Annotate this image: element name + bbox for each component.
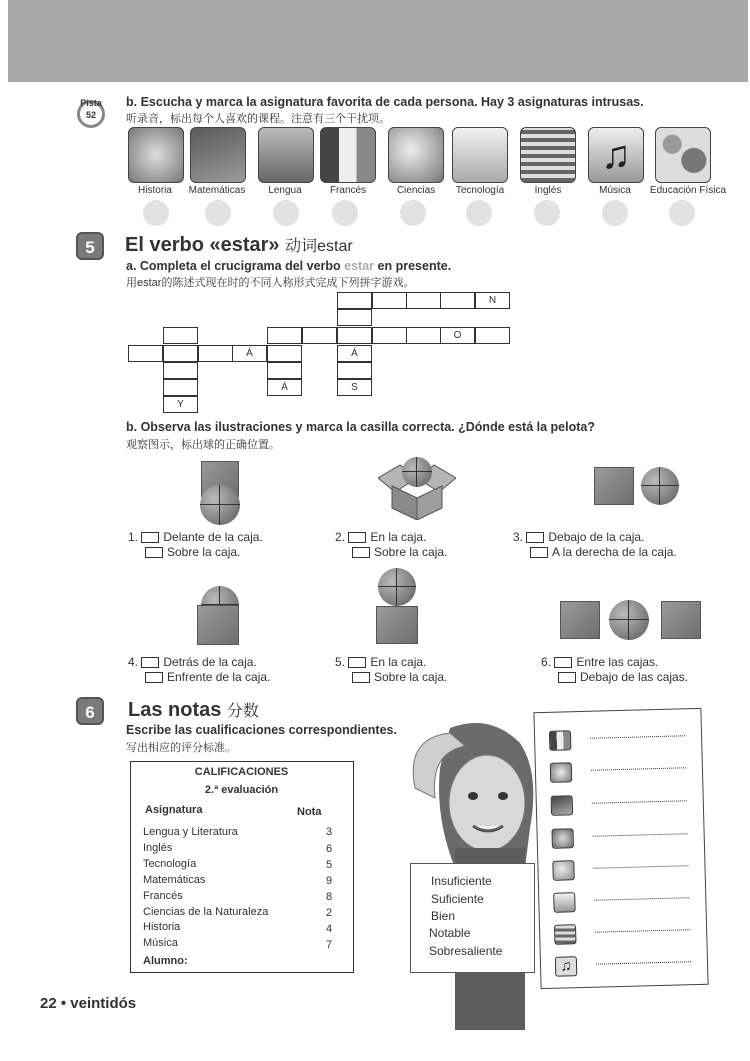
crossword-cell[interactable] [267, 327, 302, 344]
crossword-cell[interactable]: N [475, 292, 510, 309]
ball-illustration [200, 485, 240, 525]
grades-report [130, 761, 354, 973]
crossword-cell[interactable] [337, 309, 372, 326]
box-illustration [197, 605, 239, 645]
crossword-cell[interactable] [163, 362, 198, 379]
item-number: 3. [513, 530, 524, 544]
option-label: Enfrente de la caja. [167, 670, 271, 684]
table-row-grade: 6 [326, 843, 333, 855]
crossword-cell[interactable] [440, 292, 475, 309]
exercise-6-instruction-zh: 写出相应的评分标准。 [126, 742, 236, 754]
language-icon [258, 127, 314, 183]
exercise-6-instruction: Escribe las cualificaciones correspondientes. [126, 723, 397, 737]
item-number: 2. [335, 530, 346, 544]
subject-label-musica: Música [599, 185, 631, 196]
grade-scale-sign [410, 863, 535, 973]
subject-label-educacion-fisica: Educación Física [649, 185, 727, 196]
table-row-subject: Historia [143, 921, 181, 933]
crossword-cell[interactable]: Á [232, 345, 267, 362]
section-5-title [125, 233, 353, 257]
french-flag-icon [320, 127, 376, 183]
answer-circle[interactable] [466, 200, 492, 226]
option-group-2 [335, 530, 447, 560]
checkbox[interactable] [558, 672, 576, 683]
table-row-grade: 3 [326, 826, 333, 838]
answer-line[interactable] [592, 792, 687, 803]
checkbox[interactable] [141, 532, 159, 543]
crossword-cell[interactable] [337, 292, 372, 309]
grade-scale-item: Bien [431, 909, 456, 923]
grade-scale-item: Notable [429, 926, 471, 940]
exercise-4b-instruction: b. Escucha y marca la asignatura favorita de cada persona. Hay 3 asignaturas intrusas. [126, 95, 644, 109]
answer-circle[interactable] [273, 200, 299, 226]
ball-illustration [641, 467, 679, 505]
english-flag-icon [520, 127, 576, 183]
ball-illustration [402, 457, 432, 487]
answer-line[interactable] [595, 921, 690, 932]
box-illustration [560, 601, 600, 639]
answer-circle[interactable] [143, 200, 169, 226]
subject-label-tecnologia: Tecnología [455, 185, 505, 196]
checkbox[interactable] [526, 532, 544, 543]
checkbox[interactable] [352, 672, 370, 683]
option-group-1 [128, 530, 263, 560]
table-row-grade: 8 [326, 891, 333, 903]
flag-icon [549, 730, 572, 751]
music-icon: ♫ [555, 956, 578, 977]
crossword-cell[interactable] [163, 379, 198, 396]
audio-track-badge[interactable] [73, 96, 109, 132]
crossword-cell[interactable] [198, 345, 233, 362]
option-label: En la caja. [370, 530, 427, 544]
box-illustration [376, 606, 418, 644]
option-group-4 [128, 655, 270, 685]
item-number: 1. [128, 530, 139, 544]
section-5-title-es: El verbo «estar» [125, 234, 280, 256]
crossword-cell[interactable] [372, 327, 407, 344]
table-row-subject: Música [143, 937, 178, 949]
crossword-cell[interactable] [337, 362, 372, 379]
crossword-cell[interactable]: O [440, 327, 475, 344]
crossword-cell[interactable]: Á [267, 379, 302, 396]
answer-line[interactable] [592, 825, 687, 836]
crossword-cell[interactable] [128, 345, 163, 362]
answer-line[interactable] [593, 857, 688, 868]
table-row-subject: Inglés [143, 842, 173, 854]
checkbox[interactable] [145, 672, 163, 683]
answer-line[interactable] [591, 759, 686, 770]
subject-label-historia: Historia [138, 185, 172, 196]
checkbox[interactable] [348, 657, 366, 668]
checkbox[interactable] [145, 547, 163, 558]
table-row-subject: Tecnología [143, 858, 197, 870]
exercise-4b-instruction-zh: 听录音，标出每个人喜欢的课程。注意有三个干扰项。 [126, 113, 390, 125]
crossword-cell[interactable]: Y [163, 396, 198, 413]
section-number-5: 5 [76, 232, 104, 260]
report-title: CALIFICACIONES [194, 766, 289, 778]
option-label: Sobre la caja. [374, 670, 448, 684]
item-number: 6. [541, 655, 552, 669]
crossword-cell[interactable] [163, 327, 198, 344]
grade-scale-item: Insuficiente [431, 874, 492, 888]
box-illustration [594, 467, 634, 505]
option-label: Sobre la caja. [374, 545, 448, 559]
checkbox[interactable] [348, 532, 366, 543]
crossword-cell[interactable] [267, 362, 302, 379]
exercise-5b-instruction: b. Observa las ilustraciones y marca la casilla correcta. ¿Dónde está la pelota? [126, 420, 595, 434]
crossword-cell[interactable] [267, 345, 302, 362]
student-label: Alumno: [143, 955, 188, 967]
option-label: Entre las cajas. [576, 655, 659, 669]
table-row-grade: 9 [326, 875, 333, 887]
answer-circle[interactable] [332, 200, 358, 226]
technology-icon [452, 127, 508, 183]
exercise-5a-instruction-zh: 用estar的陈述式现在时的不同人称形式完成下列拼字游戏。 [126, 277, 415, 289]
subject-label-lengua: Lengua [268, 185, 302, 196]
table-row-grade: 7 [326, 939, 333, 951]
item-number: 4. [128, 655, 139, 669]
item-number: 5. [335, 655, 346, 669]
option-label: A la derecha de la caja. [552, 545, 677, 559]
math-icon [190, 127, 246, 183]
checkbox[interactable] [554, 657, 572, 668]
crossword-cell[interactable]: S [337, 379, 372, 396]
exercise-5a-suffix: en presente. [377, 259, 452, 273]
table-row-subject: Ciencias de la Naturaleza [143, 906, 269, 918]
option-label: Delante de la caja. [163, 530, 263, 544]
column-header-grade: Nota [297, 806, 322, 818]
answer-circle[interactable] [669, 200, 695, 226]
checkbox[interactable] [530, 547, 548, 558]
history-icon [551, 828, 574, 849]
table-row-grade: 5 [326, 859, 333, 871]
answer-circle[interactable] [534, 200, 560, 226]
header-band [8, 0, 748, 82]
grade-scale-item: Suficiente [431, 892, 484, 906]
page-footer: 22 • veintidós [40, 995, 137, 1012]
exercise-5a-instruction [126, 259, 451, 273]
section-number-6: 6 [76, 697, 104, 725]
crossword-cell[interactable] [372, 292, 407, 309]
audio-number: 52 [85, 110, 96, 120]
table-row-subject: Matemáticas [143, 874, 206, 886]
grade-scale-item: Sobresaliente [429, 944, 503, 958]
crossword-cell[interactable]: Á [337, 345, 372, 362]
history-icon [128, 127, 184, 183]
technology-icon [553, 892, 576, 913]
audio-label: Pista [80, 98, 102, 108]
ball-illustration [609, 600, 649, 640]
exercise-5a-prefix: a. Completa el crucigrama del verbo [126, 259, 341, 273]
subject-label-frances: Francés [329, 185, 367, 196]
section-6-title-es: Las notas [128, 699, 222, 721]
section-6-title-zh: 分数 [226, 703, 259, 720]
ball-illustration [378, 568, 416, 606]
answer-line[interactable] [594, 889, 689, 900]
english-icon [554, 924, 577, 945]
music-icon: ♫ [588, 127, 644, 183]
science-icon [552, 860, 575, 881]
math-icon [551, 795, 574, 816]
science-icon [388, 127, 444, 183]
pe-icon [655, 127, 711, 183]
subject-label-matematicas: Matemáticas [188, 185, 246, 196]
table-row-grade: 2 [326, 907, 333, 919]
table-row-grade: 4 [326, 923, 333, 935]
box-illustration [661, 601, 701, 639]
column-header-subject: Asignatura [145, 804, 203, 816]
section-6-title [128, 698, 259, 722]
answer-line[interactable] [596, 953, 691, 964]
option-label: Sobre la caja. [167, 545, 241, 559]
subject-label-ciencias: Ciencias [396, 185, 436, 196]
exercise-5b-instruction-zh: 观察图示，标出球的正确位置。 [126, 439, 280, 451]
option-group-6 [541, 655, 688, 685]
exercise-5a-verb: estar [344, 259, 375, 273]
crossword-cell[interactable] [163, 345, 198, 362]
answer-card [533, 708, 708, 989]
option-label: Debajo de la caja. [548, 530, 645, 544]
section-5-title-zh: 动词estar [285, 238, 353, 255]
option-label: Debajo de las cajas. [580, 670, 689, 684]
option-group-5 [335, 655, 447, 685]
answer-circle[interactable] [602, 200, 628, 226]
science-icon [550, 762, 573, 783]
subject-label-ingles: Inglés [534, 185, 562, 196]
crossword-cell[interactable] [475, 327, 510, 344]
checkbox[interactable] [352, 547, 370, 558]
answer-circle[interactable] [400, 200, 426, 226]
crossword-cell[interactable] [302, 327, 337, 344]
option-label: En la caja. [370, 655, 427, 669]
answer-line[interactable] [590, 727, 685, 738]
crossword-cell[interactable] [406, 292, 441, 309]
answer-circle[interactable] [205, 200, 231, 226]
crossword-cell[interactable] [337, 327, 372, 344]
option-label: Detrás de la caja. [163, 655, 257, 669]
report-subtitle: 2.ª evaluación [204, 784, 279, 796]
table-row-subject: Francés [143, 890, 183, 902]
crossword-cell[interactable] [406, 327, 441, 344]
option-group-3 [513, 530, 677, 560]
table-row-subject: Lengua y Literatura [143, 826, 238, 838]
checkbox[interactable] [141, 657, 159, 668]
